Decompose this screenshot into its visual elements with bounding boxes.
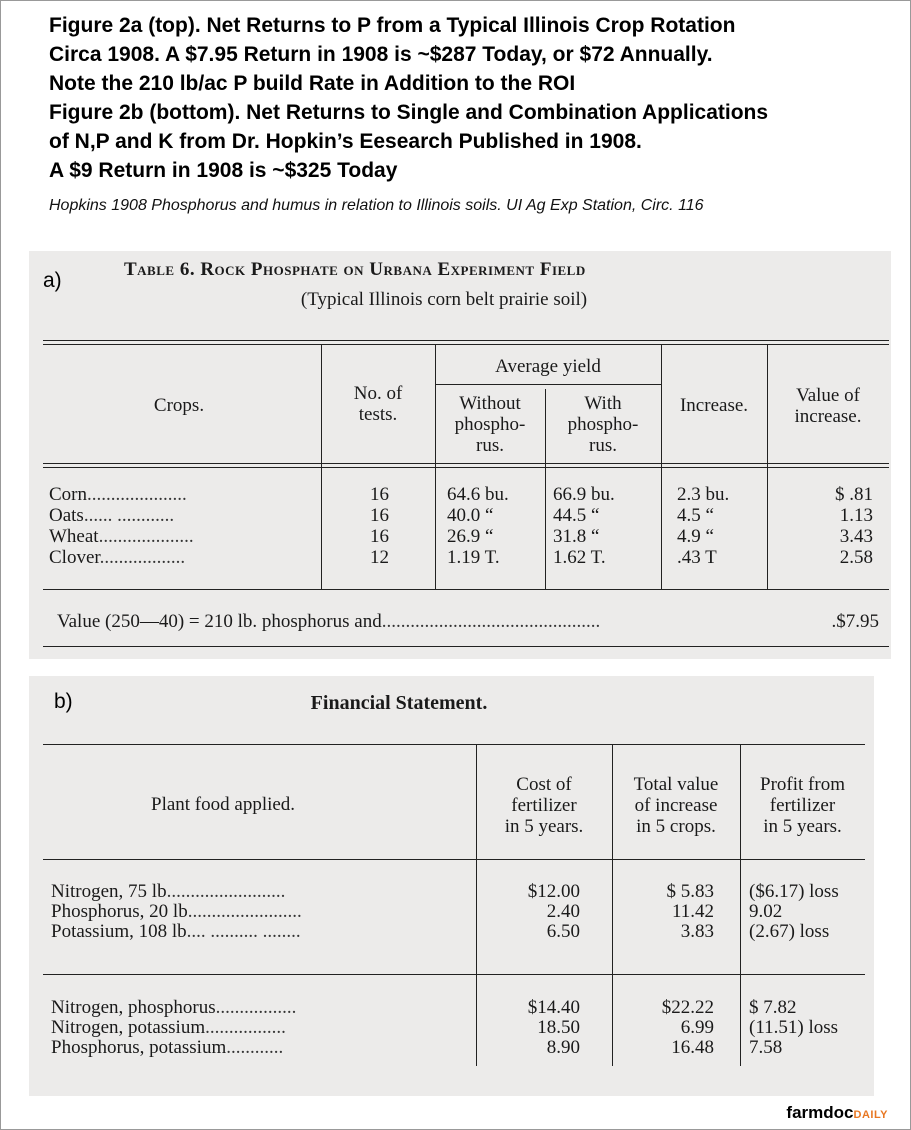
rule (43, 467, 889, 468)
row-tests: 16 (370, 505, 389, 526)
rule (43, 859, 865, 860)
rule (43, 589, 889, 590)
header-crops: Crops. (153, 395, 205, 416)
header-total-3: in 5 crops. (636, 816, 716, 837)
header-cost-1: Cost of (516, 774, 572, 795)
header-with-2: phospho- (567, 414, 639, 435)
header-total-1: Total value (633, 774, 719, 795)
title-line: of N,P and K from Dr. Hopkin’s Eesearch Published in 1908. (49, 130, 642, 153)
row-crop: Wheat.................... (49, 526, 194, 547)
row-without: 1.19 T. (447, 547, 500, 568)
header-tests-1: No. of (353, 383, 403, 404)
table6-subtitle: (Typical Illinois corn belt prairie soil) (300, 289, 588, 310)
row-profit: $ 7.82 (749, 997, 797, 1018)
panel-b-label: b) (54, 690, 73, 713)
header-value-1: Value of (796, 385, 860, 406)
row-profit: (11.51) loss (749, 1017, 839, 1038)
row-total: $ 5.83 (666, 881, 714, 902)
row-tests: 16 (370, 526, 389, 547)
row-cost: 6.50 (546, 921, 580, 942)
row-crop: Corn..................... (49, 484, 187, 505)
row-cost: $14.40 (527, 997, 580, 1018)
row-with: 44.5 “ (553, 505, 600, 526)
row-total: 3.83 (680, 921, 714, 942)
row-increase: 4.5 “ (677, 505, 714, 526)
row-increase: .43 T (677, 547, 717, 568)
row-increase: 2.3 bu. (677, 484, 730, 505)
row-plant-food: Phosphorus, 20 lb........................ (51, 901, 302, 922)
header-with-1: With (584, 393, 622, 414)
figure-header (49, 11, 899, 215)
title-line: Circa 1908. A $7.95 Return in 1908 is ~$287 Today, or $72 Annually. (49, 43, 713, 66)
row-profit: 9.02 (749, 901, 783, 922)
row-plant-food: Potassium, 108 lb.... .......... ........ (51, 921, 301, 942)
row-plant-food: Nitrogen, potassium................. (51, 1017, 286, 1038)
rule (43, 344, 889, 345)
rule (43, 646, 889, 647)
header-without-1: Without (459, 393, 521, 414)
header-cost-2: fertilizer (511, 795, 577, 816)
title-line: Figure 2b (bottom). Net Returns to Single and Combination Applications (49, 101, 769, 124)
financial-statement-scan (29, 676, 874, 1096)
row-with: 1.62 T. (553, 547, 606, 568)
table6-scan (29, 251, 891, 659)
title-line: Figure 2a (top). Net Returns to P from a Typical Illinois Crop Rotation (49, 14, 736, 37)
title-line: A $9 Return in 1908 is ~$325 Today (49, 159, 398, 182)
row-tests: 16 (370, 484, 389, 505)
row-value: 3.43 (839, 526, 873, 547)
header-without-3: rus. (476, 435, 504, 456)
row-profit: ($6.17) loss (749, 881, 839, 902)
row-cost: 2.40 (546, 901, 580, 922)
table6-title: Table 6. Rock Phosphate on Urbana Experiment Field (124, 259, 586, 280)
row-plant-food: Nitrogen, phosphorus................. (51, 997, 297, 1018)
row-profit: (2.67) loss (749, 921, 830, 942)
row-crop: Clover.................. (49, 547, 186, 568)
row-without: 40.0 “ (447, 505, 494, 526)
rule (43, 340, 889, 341)
row-total: $22.22 (661, 997, 714, 1018)
row-plant-food: Phosphorus, potassium............ (51, 1037, 284, 1058)
header-with-3: rus. (589, 435, 617, 456)
row-profit: 7.58 (749, 1037, 783, 1058)
row-with: 31.8 “ (553, 526, 600, 547)
row-plant-food: Nitrogen, 75 lb......................... (51, 881, 286, 902)
header-cost-3: in 5 years. (504, 816, 584, 837)
header-plant-food: Plant food applied. (151, 794, 296, 815)
row-value: 2.58 (839, 547, 873, 568)
header-tests-2: tests. (358, 404, 398, 425)
row-total: 6.99 (680, 1017, 714, 1038)
rule (43, 974, 865, 975)
row-with: 66.9 bu. (553, 484, 615, 505)
header-value-2: increase. (794, 406, 862, 427)
header-increase: Increase. (679, 395, 749, 416)
header-without-2: phospho- (454, 414, 526, 435)
col-divider (661, 344, 662, 589)
citation: Hopkins 1908 Phosphorus and humus in relation to Illinois soils. UI Ag Exp Station, Circ. 116 (49, 197, 704, 214)
col-divider (321, 344, 322, 589)
col-divider (767, 344, 768, 589)
header-total-2: of increase (634, 795, 718, 816)
row-without: 64.6 bu. (447, 484, 509, 505)
panel-a-label: a) (43, 269, 62, 292)
summary-value: .$7.95 (831, 611, 879, 632)
farmdoc-daily-logo: farmdocDAILY (786, 1103, 888, 1122)
row-without: 26.9 “ (447, 526, 494, 547)
row-total: 11.42 (671, 901, 714, 922)
row-value: $ .81 (835, 484, 873, 505)
rule (43, 463, 889, 464)
row-increase: 4.9 “ (677, 526, 714, 547)
col-divider (435, 344, 436, 589)
row-cost: 18.50 (537, 1017, 580, 1038)
header-profit-1: Profit from (760, 774, 845, 795)
row-cost: $12.00 (527, 881, 580, 902)
financial-statement-title: Financial Statement. (310, 692, 488, 714)
row-tests: 12 (370, 547, 389, 568)
row-value: 1.13 (839, 505, 873, 526)
rule (435, 384, 661, 385)
header-profit-3: in 5 years. (763, 816, 842, 837)
title-line: Note the 210 lb/ac P build Rate in Addition to the ROI (49, 72, 576, 95)
rule (43, 744, 865, 745)
row-crop: Oats...... ............ (49, 505, 175, 526)
row-cost: 8.90 (546, 1037, 580, 1058)
header-avg-yield: Average yield (495, 356, 601, 377)
header-profit-2: fertilizer (769, 795, 836, 816)
summary-label: Value (250—40) = 210 lb. phosphorus and.............................................. (57, 611, 601, 632)
row-total: 16.48 (671, 1037, 714, 1058)
